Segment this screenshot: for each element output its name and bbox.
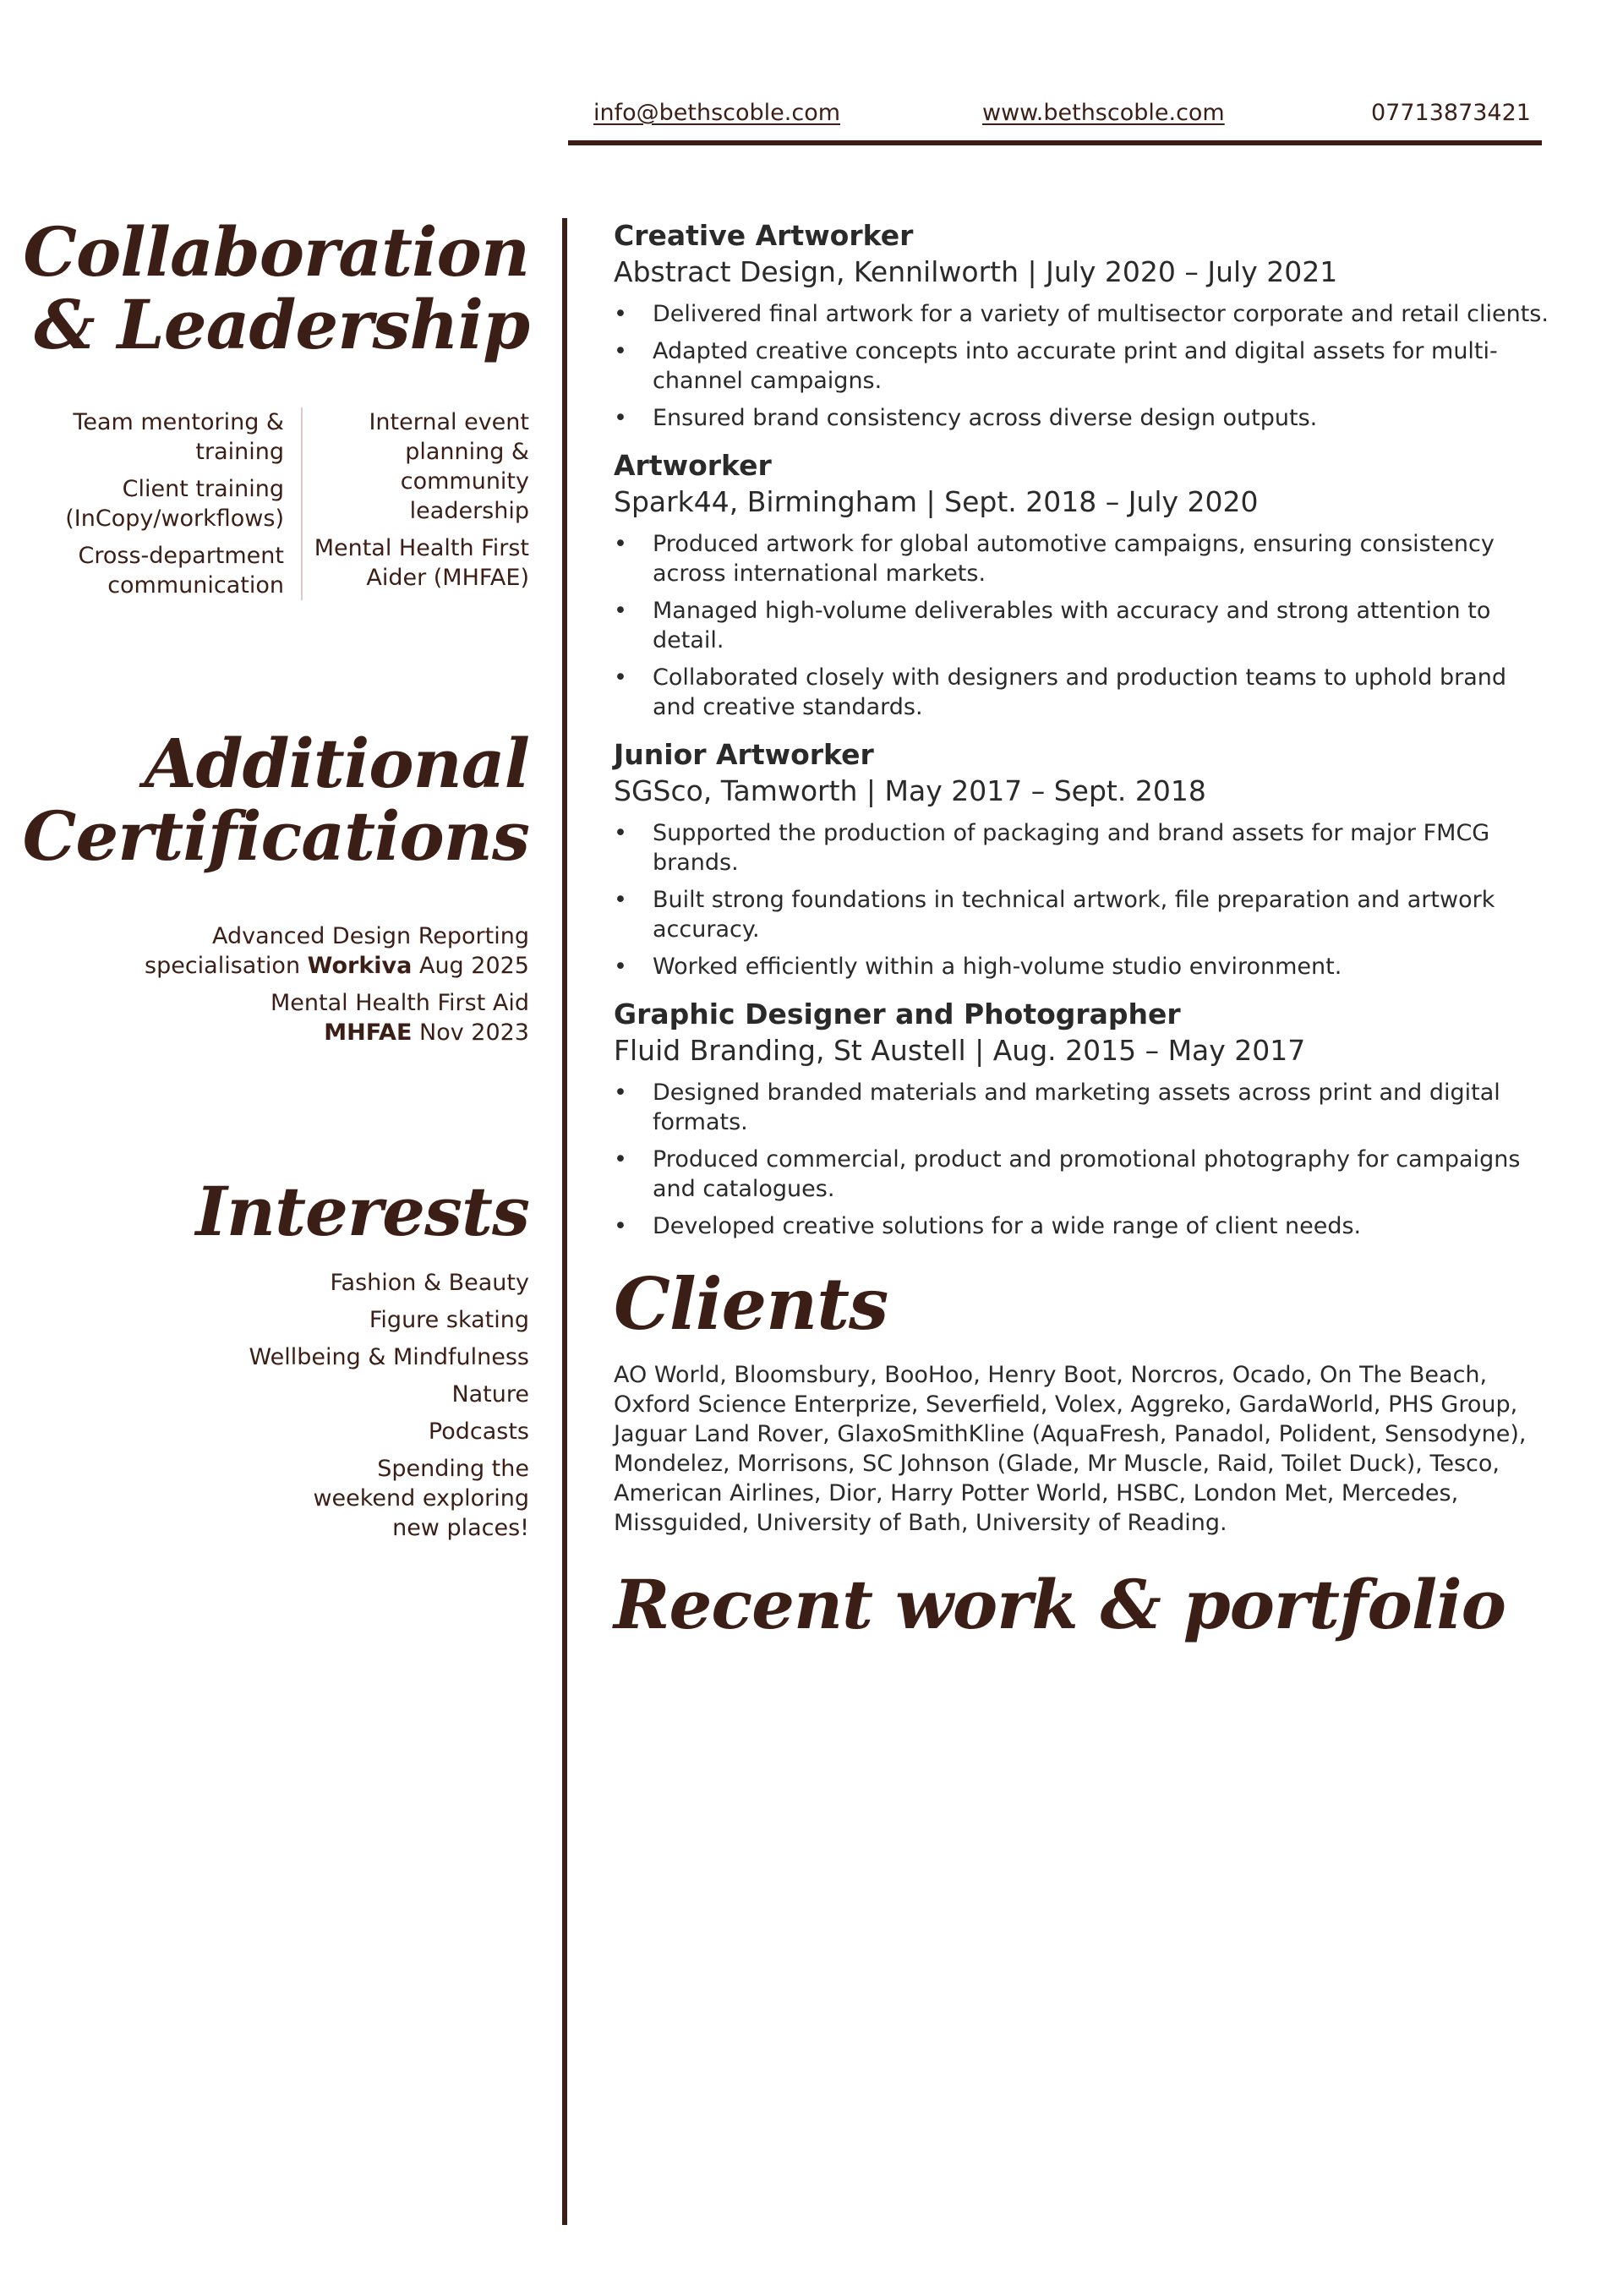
job-bullet-text: Produced artwork for global automotive campaigns, ensuring consistency across international markets. (653, 531, 1495, 587)
certification-date: Aug 2025 (418, 953, 529, 979)
bullet-icon: • (614, 598, 627, 624)
job-bullets (614, 529, 1552, 722)
job-bullet-text: Worked efficiently within a high-volume studio environment. (653, 954, 1342, 980)
recent-work-heading: Recent work & portfolio (614, 1564, 1506, 1644)
job-bullet-text: Managed high-volume deliverables with accuracy and strong attention to detail. (653, 598, 1491, 653)
certification-date: Nov 2023 (419, 1020, 529, 1046)
bullet-icon: • (614, 1146, 627, 1173)
certification-name: Advanced Design Reporting specialisation (145, 923, 529, 979)
job-bullet-text: Developed creative solutions for a wide range of client needs. (653, 1213, 1362, 1239)
job-bullet-text: Produced commercial, product and promotional photography for campaigns and catalogues. (653, 1146, 1521, 1202)
bullet-icon: • (614, 954, 627, 980)
right-column (614, 218, 1552, 1644)
phone-number: 07713873421 (1371, 100, 1531, 126)
job-bullet-text: Delivered final artwork for a variety of multisector corporate and retail clients. (653, 301, 1549, 327)
clients-list: AO World, Bloomsbury, BooHoo, Henry Boot, Norcros, Ocado, On The Beach, Oxford Science Enterprize, Severfield, Volex, Aggreko, GardaWorld, PHS Group, Jaguar Land Rover, GlaxoSmithKline (AquaFresh, Panadol, Polident, Sensodyne), Mondelez, Morrisons, SC Johnson (Glade, Mr Muscle, Raid, Toilet Duck), Tesco, American Airlines, Dior, Harry Potter World, HSBC, London Met, Mercedes, Missguided, University of Bath, University of Reading. (614, 1361, 1527, 1536)
certification-item (51, 988, 529, 1047)
interest-item: Wellbeing & Mindfulness (249, 1344, 529, 1370)
certifications-heading-line1: Additional (144, 724, 529, 803)
bullet-icon: • (614, 1213, 627, 1239)
job-title: Junior Artworker (614, 738, 874, 771)
job-bullet (614, 952, 1552, 981)
interest-item: Figure skating (369, 1307, 529, 1333)
bullet-icon: • (614, 887, 627, 913)
interest-item: Podcasts (428, 1419, 529, 1445)
certification-issuer: Workiva (307, 953, 413, 979)
job-bullets (614, 299, 1552, 433)
collaboration-heading-line2: & Leadership (34, 285, 529, 365)
skills-grid (51, 407, 529, 602)
job-bullet-text: Adapted creative concepts into accurate print and digital assets for multi-channel campaigns. (653, 338, 1498, 394)
job-meta: Abstract Design, Kennilworth | July 2020 – July 2021 (614, 255, 1338, 288)
job-bullet-text: Supported the production of packaging and brand assets for major FMCG brands. (653, 820, 1490, 876)
certification-name: Mental Health First Aid (270, 990, 529, 1016)
bullet-icon: • (614, 405, 627, 431)
job-title: Artworker (614, 449, 772, 482)
job-bullet-text: Ensured brand consistency across diverse design outputs. (653, 405, 1318, 431)
job-bullets (614, 818, 1552, 981)
certification-item (51, 921, 529, 981)
website-link[interactable]: www.bethscoble.com (982, 100, 1225, 126)
interests-list (51, 1268, 529, 1550)
job-bullet (614, 1078, 1552, 1137)
skill-item: Mental Health First Aider (MHFAE) (314, 535, 529, 591)
header-divider (568, 140, 1542, 145)
bullet-icon: • (614, 531, 627, 557)
job-meta: Spark44, Birmingham | Sept. 2018 – July 2020 (614, 485, 1259, 518)
skill-item: Client training (InCopy/workflows) (65, 476, 284, 532)
job-entry (614, 218, 1552, 433)
bullet-icon: • (614, 820, 627, 846)
interest-item: Spending the weekend exploring new places! (313, 1456, 529, 1541)
collaboration-heading (23, 212, 529, 365)
contact-bar (568, 91, 1540, 142)
interest-item: Nature (451, 1381, 529, 1408)
job-title: Graphic Designer and Photographer (614, 998, 1181, 1030)
job-meta: Fluid Branding, St Austell | Aug. 2015 – May 2017 (614, 1034, 1306, 1067)
skill-item: Cross-department communication (78, 543, 284, 599)
skills-right-list (309, 407, 529, 600)
certifications-heading-line2: Certifications (22, 796, 529, 877)
job-entry (614, 448, 1552, 722)
job-bullet (614, 336, 1552, 396)
job-bullet-text: Collaborated closely with designers and production teams to uphold brand and creative standards. (653, 664, 1507, 720)
interests-heading: Interests (195, 1172, 529, 1251)
job-bullet (614, 596, 1552, 655)
job-bullet-text: Designed branded materials and marketing assets across print and digital formats. (653, 1080, 1500, 1135)
job-bullet (614, 529, 1552, 588)
job-bullet (614, 885, 1552, 944)
job-bullet (614, 818, 1552, 877)
job-entry (614, 997, 1552, 1241)
skills-left-list (30, 407, 284, 608)
bullet-icon: • (614, 338, 627, 364)
column-divider (562, 218, 567, 2225)
job-bullet (614, 403, 1552, 433)
job-bullet (614, 1145, 1552, 1204)
job-bullet (614, 299, 1552, 329)
certifications-list (51, 921, 529, 1055)
bullet-icon: • (614, 664, 627, 691)
skill-item: Internal event planning & community leadership (369, 409, 529, 524)
bullet-icon: • (614, 301, 627, 327)
job-bullet (614, 1211, 1552, 1241)
email-link[interactable]: info@bethscoble.com (593, 100, 841, 126)
job-bullet (614, 663, 1552, 722)
clients-heading: Clients (614, 1262, 888, 1346)
interest-item: Fashion & Beauty (330, 1270, 529, 1296)
job-entry (614, 737, 1552, 981)
skills-separator (301, 407, 303, 600)
bullet-icon: • (614, 1080, 627, 1106)
certification-issuer: MHFAE (324, 1020, 413, 1046)
certifications-heading (22, 724, 529, 877)
job-bullet-text: Built strong foundations in technical artwork, file preparation and artwork accuracy. (653, 887, 1495, 943)
job-bullets (614, 1078, 1552, 1241)
job-title: Creative Artworker (614, 219, 914, 252)
collaboration-heading-line1: Collaboration (23, 212, 529, 292)
skill-item: Team mentoring & training (73, 409, 284, 465)
job-meta: SGSco, Tamworth | May 2017 – Sept. 2018 (614, 774, 1206, 807)
